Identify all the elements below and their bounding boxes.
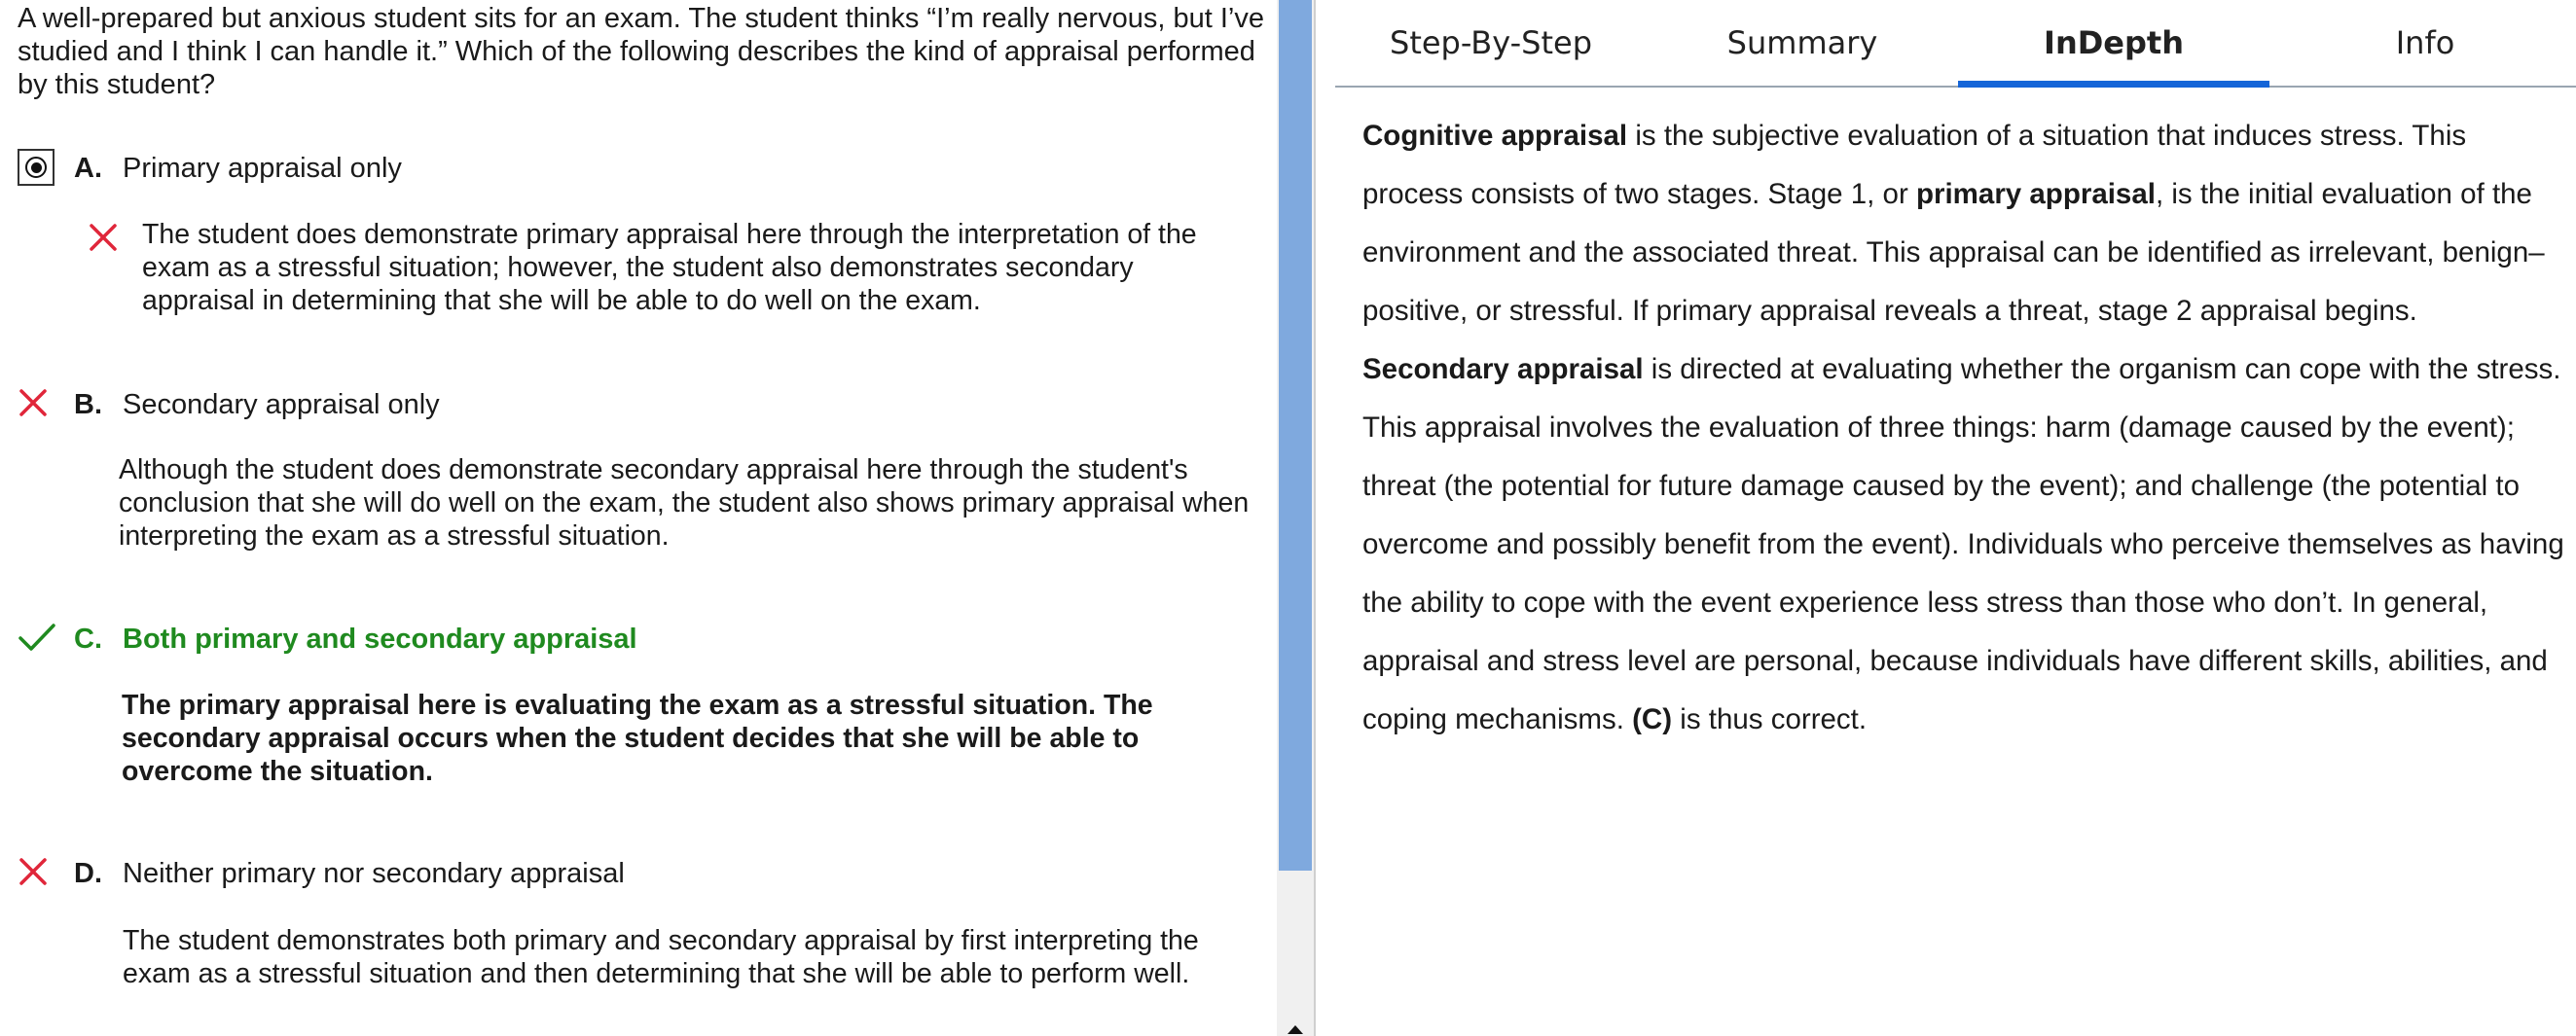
choice-text: Primary appraisal only — [123, 152, 402, 184]
question-stem: A well-prepared but anxious student sits for an exam. The student thinks “I’m really nervous, but I’ve studied and I think I can handle it.” Which of the following describes the kind of appraisal performed by this student? — [18, 3, 1264, 100]
tab-summary[interactable]: Summary — [1726, 24, 1878, 61]
choice-explanation: The student does demonstrate primary appraisal here through the interpretation of the exam as a stressful situation; however, the student also demonstrates secondary appraisal in determining that she will be able to do well on the exam. — [142, 219, 1197, 316]
indepth-text: is directed at evaluating whether the organism can cope with the stress. This appraisal involves the evaluation of three things: harm (damage caused by the event); threat (the potential for future damage caused by the event); and challenge (the potential to overcome and possibly benefit from the event). Individuals who perceive themselves as having the ability to cope with the event experience less stress than those who don’t. In general, appraisal and stress level are personal, because individuals have different skills, abilities, and coping mechanisms. — [1362, 353, 2564, 735]
indepth-text: , is the initial evaluation of the environment and the associated threat. This appraisal can be identified as irrelevant, benign–positive, or stressful. If primary appraisal reveals a threat, stage 2 appraisal begins. — [1362, 178, 2545, 327]
tab-info[interactable]: Info — [2395, 24, 2455, 61]
term-cognitive-appraisal: Cognitive appraisal — [1362, 120, 1628, 152]
choice-explanation: The student demonstrates both primary and secondary appraisal by first interpreting the exam as a stressful situation and then determining that she will be able to perform well. — [123, 925, 1199, 989]
x-mark-icon — [88, 222, 119, 253]
scroll-up-arrow-icon[interactable] — [1285, 1019, 1306, 1036]
tab-bar — [1335, 0, 2576, 88]
choice-letter: C. — [74, 623, 102, 655]
indepth-explanation — [1362, 107, 2569, 749]
choice-c[interactable] — [0, 620, 1265, 659]
choice-d[interactable] — [0, 854, 1265, 893]
choice-a[interactable] — [0, 149, 1265, 188]
check-mark-icon — [18, 622, 56, 653]
choice-letter: A. — [74, 152, 102, 184]
indepth-text: is thus correct. — [1672, 703, 1868, 735]
choice-text: Neither primary nor secondary appraisal — [123, 857, 625, 889]
scrollbar-thumb[interactable] — [1279, 0, 1312, 871]
indepth-text: is the subjective evaluation of a situation that induces stress. This process consists of two stages. Stage 1, or — [1362, 120, 2467, 210]
choice-text: Both primary and secondary appraisal — [123, 623, 637, 655]
question-pane — [0, 0, 1277, 1036]
choice-explanation: Although the student does demonstrate secondary appraisal here through the student's conclusion that she will do well on the exam, the student also shows primary appraisal when interpreting the exam as a stressful situation. — [119, 454, 1250, 552]
choice-explanation: The primary appraisal here is evaluating the exam as a stressful situation. The secondary appraisal occurs when the student decides that she will be able to overcome the situation. — [122, 690, 1153, 787]
x-mark-icon — [18, 387, 49, 418]
explanation-pane — [1316, 0, 2576, 1036]
answer-reference: (C) — [1632, 703, 1673, 735]
choice-b[interactable] — [0, 385, 1265, 424]
term-secondary-appraisal: Secondary appraisal — [1362, 353, 1644, 385]
choice-letter: D. — [74, 857, 102, 889]
tab-indepth[interactable]: InDepth — [1958, 0, 2269, 86]
choice-letter: B. — [74, 388, 102, 420]
x-mark-icon — [18, 856, 49, 887]
tab-step-by-step[interactable]: Step-By-Step — [1390, 24, 1592, 61]
choice-text: Secondary appraisal only — [123, 388, 440, 420]
radio-selected-icon[interactable] — [18, 149, 54, 186]
term-primary-appraisal: primary appraisal — [1915, 178, 2156, 210]
